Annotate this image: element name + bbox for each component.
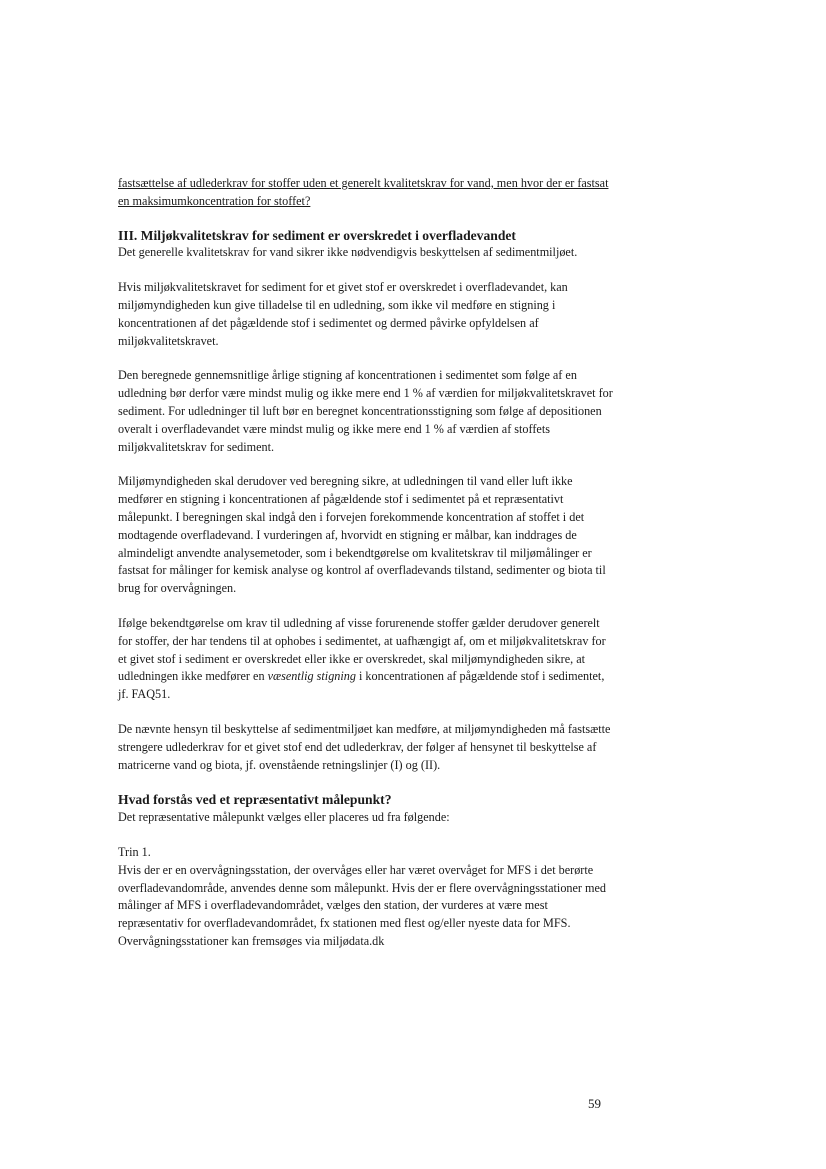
section-heading-iii: III. Miljøkvalitetskrav for sediment er overskredet i overfladevandet xyxy=(118,227,516,243)
paragraph: Den beregnede gennemsnitlige årlige stigning af koncentrationen i sedimentet som følge af en udledning bør derfor være mindst mulig og ikke mere end 1 % af værdien for miljøkvalitetskravet for sediment. For udledninger til luft bør en beregnet koncentrationsstigning som følge af depositionen overalt i overfladevandet være mindst mulig og ikke mere end 1 % af værdien af stoffets miljøkvalitetskrav for sediment. xyxy=(118,368,613,454)
section-heading-measuring-point: Hvad forstås ved et repræsentativt målepunkt? xyxy=(118,792,392,808)
paragraph: Det generelle kvalitetskrav for vand sikrer ikke nødvendigvis beskyttelsen af sedimentmiljøet. xyxy=(118,245,578,260)
text-run: i koncentrationen af pågældende stof i sedimentet, jf. FAQ51. xyxy=(118,669,605,702)
document-body xyxy=(118,175,613,951)
faq-link[interactable]: fastsættelse af udlederkrav for stoffer uden et generelt kvalitetskrav for vand, men hvor der er fastsat en maksimumkoncentration for stoffet? xyxy=(118,176,609,208)
step-label: Trin 1. xyxy=(118,844,151,859)
emphasis-text: væsentlig stigning xyxy=(267,669,356,684)
page-number: 59 xyxy=(588,1096,601,1111)
paragraph: Miljømyndigheden skal derudover ved beregning sikre, at udledningen til vand eller luft ikke medfører en stigning i koncentrationen af pågældende stof i sedimentet på et repræsentativt målepunkt. I beregningen skal indgå den i forvejen forekommende koncentration af stoffet i det modtagende overfladevand. I vurderingen af, hvorvidt en stigning er målbar, kan inddrages de almindeligt anvendte analysemetoder, som i bekendtgørelse om kvalitetskrav til miljømålinger er fastsat for målinger for kemisk analyse og kontrol af overfladevands tilstand, sedimenter og biota til brug for overvågningen. xyxy=(118,474,606,596)
paragraph: Hvis der er en overvågningsstation, der overvåges eller har været overvåget for MFS i det berørte overfladevandområde, anvendes denne som målepunkt. Hvis der er flere overvågningsstationer med målinger af MFS i overfladevandområdet, vælges den station, der vurderes at være mest repræsentativ for overfladevandområdet, fx stationen med flest og/eller nyeste data for MFS. Overvågningsstationer kan fremsøges via miljødata.dk xyxy=(118,862,607,948)
paragraph: De nævnte hensyn til beskyttelse af sedimentmiljøet kan medføre, at miljømyndigheden må fastsætte strengere udlederkrav for et givet stof end det udlederkrav, der følger af hensynet til beskyttelse af matricerne vand og biota, jf. ovenstående retningslinjer (I) og (II). xyxy=(118,721,611,772)
paragraph: Hvis miljøkvalitetskravet for sediment for et givet stof er overskredet i overfladevandet, kan miljømyndigheden kun give tilladelse til en udledning, som ikke vil medføre en stigning i koncentrationen af det pågældende stof i sedimentet og dermed påvirke opfyldelsen af miljøkvalitetskravet. xyxy=(118,280,568,348)
paragraph: Det repræsentative målepunkt vælges eller placeres ud fra følgende: xyxy=(118,810,450,825)
paragraph-with-emphasis xyxy=(118,615,613,704)
text-run: Ifølge bekendtgørelse om krav til udledning af visse forurenende stoffer gælder derudover generelt for stoffer, der har tendens til at ophobes i sedimentet, at uafhængigt af, om et miljøkvalitetskrav for et givet stof i sediment er overskredet eller ikke er overskredet, skal miljømyndigheden sikre, at udledningen ikke medfører en xyxy=(118,615,606,684)
